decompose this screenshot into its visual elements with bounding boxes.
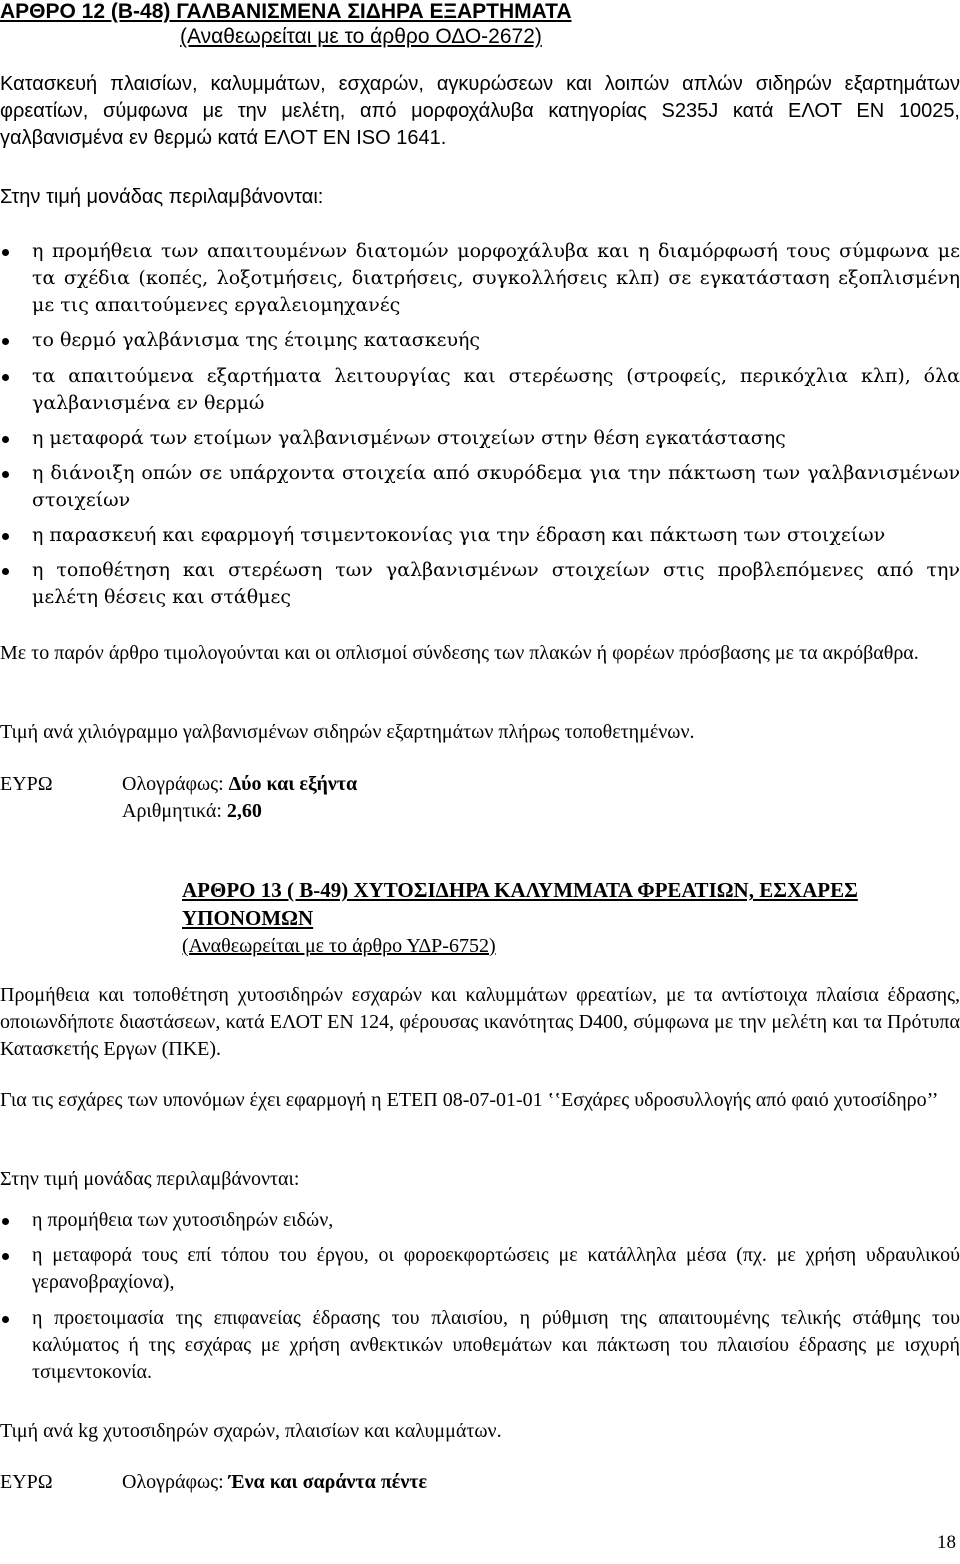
numeric-label: Αριθμητικά: (122, 800, 222, 822)
article-12-price-block (0, 771, 960, 825)
bullet-icon (2, 471, 9, 478)
article-12-note: Με το παρόν άρθρο τιμολογούνται και οι οπλισμοί σύνδεσης των πλακών ή φορέων πρόσβασης με τα ακρόβαθρα. (0, 642, 919, 664)
bullet-icon (2, 568, 9, 575)
bullet-icon (2, 374, 9, 381)
article-12-unit-price: Τιμή ανά χιλιόγραμμο γαλβανισμένων σιδηρών εξαρτημάτων πλήρως τοποθετημένων. (0, 721, 695, 743)
article-13-paragraph-1: Προμήθεια και τοποθέτηση χυτοσιδηρών εσχαρών και καλυμμάτων φρεατίων, με τα αντίστοιχα πλαίσια έδρασης, οποιωνδήποτε διαστάσεων, κατά ΕΛΟΤ ΕΝ 124, φέρουσας ικανότητας D400, σύμφωνα με την μελέτη και τα Πρότυπα Κατασκετής Εργων (ΠΚΕ). (0, 984, 960, 1060)
bullet-icon (2, 1218, 9, 1225)
article-13-unit-price: Τιμή ανά kg χυτοσιδηρών σχαρών, πλαισίων και καλυμμάτων. (0, 1420, 502, 1442)
article-13-subtitle: (Αναθεωρείται με το άρθρο ΥΔΡ-6752) (182, 935, 496, 957)
bullet-icon (2, 1316, 9, 1323)
article-13-includes-label: Στην τιμή μονάδας περιλαμβάνονται: (0, 1168, 300, 1190)
article-13-price-block (0, 1469, 960, 1496)
article-12-subtitle: (Αναθεωρείται με το άρθρο ΟΔΟ-2672) (180, 25, 542, 48)
article-12-header (0, 0, 960, 50)
article-12-includes-label: Στην τιμή μονάδας περιλαμβάνονται: (0, 186, 324, 208)
bullet-icon (2, 338, 9, 345)
bullet-icon (2, 533, 9, 540)
bullet-icon (2, 436, 9, 443)
words-value: Ένα και σαράντα πέντε (228, 1471, 428, 1493)
article-13-bullet-list (0, 1207, 960, 1386)
currency-label: ΕΥΡΩ (0, 773, 53, 795)
currency-label: ΕΥΡΩ (0, 1471, 53, 1493)
list-item: η μεταφορά τους επί τόπου του έργου, οι φοροεκφορτώσεις με κατάλληλα μέσα (πχ. με χρήση υδραυλικού γερανοβραχίονα), (0, 1242, 960, 1296)
list-item: η προμήθεια των απαιτουμένων διατομών μορφοχάλυβα και η διαμόρφωσή τους σύμφωνα με τα σχέδια (κοπές, λοξοτμήσεις, διατρήσεις, συγκολλήσεις κλπ) σε εγκατάσταση εξοπλισμένη με τις απαιτούμενες εργαλειομηχανές (0, 238, 960, 319)
words-value: Δύο και εξήντα (228, 773, 358, 795)
article-12-bullet-list (0, 238, 960, 611)
article-13-header (182, 876, 960, 960)
page-number: 18 (937, 1532, 956, 1553)
list-item: η παρασκευή και εφαρμογή τσιμεντοκονίας για την έδραση και πάκτωση των στοιχείων (0, 522, 960, 549)
article-13-title: ΑΡΘΡΟ 13 ( Β-49) ΧΥΤΟΣΙΔΗΡΑ ΚΑΛΥΜΜΑΤΑ ΦΡΕΑΤΙΩΝ, ΕΣΧΑΡΕΣ ΥΠΟΝΟΜΩΝ (182, 878, 858, 930)
bullet-icon (2, 249, 9, 256)
numeric-value: 2,60 (226, 800, 262, 822)
list-item: το θερμό γαλβάνισμα της έτοιμης κατασκευής (0, 327, 960, 354)
list-item: η τοποθέτηση και στερέωση των γαλβανισμένων στοιχείων στις προβλεπόμενες από την μελέτη θέσεις και στάθμες (0, 557, 960, 611)
list-item: η προετοιμασία της επιφανείας έδρασης του πλαισίου, η ρύθμιση της απαιτουμένης τελικής στάθμης του καλύματος ή της εσχάρας με χρήση ανθεκτικών υποθεμάτων και πάκτωση του πλαισίου έδρασης με ισχυρή τσιμεντοκονία. (0, 1305, 960, 1386)
list-item: η μεταφορά των ετοίμων γαλβανισμένων στοιχείων στην θέση εγκατάστασης (0, 425, 960, 452)
list-item: η προμήθεια των χυτοσιδηρών ειδών, (0, 1207, 960, 1234)
list-item: η διάνοιξη οπών σε υπάρχοντα στοιχεία από σκυρόδεμα για την πάκτωση των γαλβανισμένων στοιχείων (0, 460, 960, 514)
article-12-intro: Κατασκευή πλαισίων, καλυμμάτων, εσχαρών, αγκυρώσεων και λοιπών απλών σιδηρών εξαρτημάτων φρεατίων, σύμφωνα με την μελέτη, από μορφοχάλυβα κατηγορίας S235J κατά ΕΛΟΤ ΕΝ 10025, γαλβανισμένα εν θερμώ κατά ΕΛΟΤ ΕΝ ISO 1641. (0, 73, 960, 149)
list-item: τα απαιτούμενα εξαρτήματα λειτουργίας και στερέωσης (στροφείς, περικόχλια κλπ), όλα γαλβανισμένα εν θερμώ (0, 363, 960, 417)
words-label: Ολογράφως: (122, 773, 224, 795)
words-label: Ολογράφως: (122, 1471, 224, 1493)
article-13-paragraph-2: Για τις εσχάρες των υπονόμων έχει εφαρμογή η ΕΤΕΠ 08-07-01-01 ‛‛Εσχάρες υδροσυλλογής από φαιό χυτοσίδηρο’’ (0, 1089, 939, 1111)
bullet-icon (2, 1253, 9, 1260)
article-12-title: ΑΡΘΡΟ 12 (Β-48) ΓΑΛΒΑΝΙΣΜΕΝΑ ΣΙΔΗΡΑ ΕΞΑΡΤΗΜΑΤΑ (0, 0, 572, 23)
